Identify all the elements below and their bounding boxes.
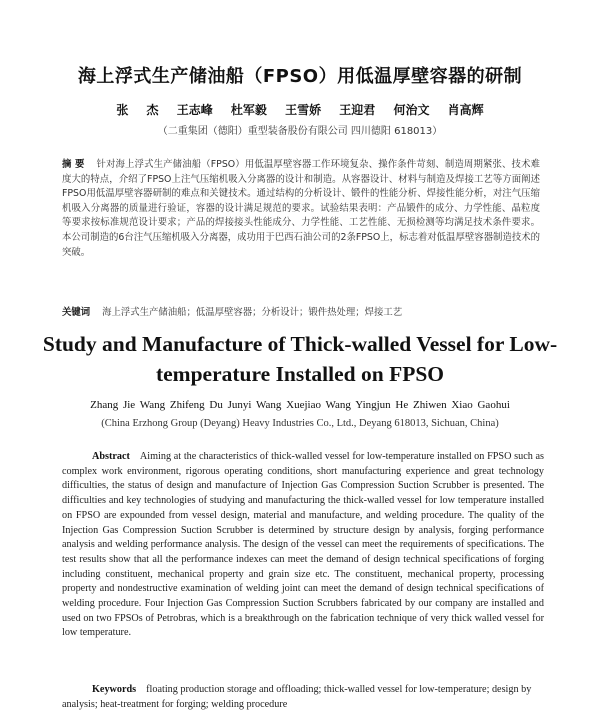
english-abstract [62, 450, 544, 641]
chinese-keywords-text: 海上浮式生产储油船；低温厚壁容器；分析设计；锻件热处理；焊接工艺 [102, 307, 403, 318]
chinese-abstract [62, 158, 540, 260]
chinese-title: 海上浮式生产储油船（FPSO）用低温厚壁容器的研制 [77, 66, 523, 87]
english-authors: Zhang Jie Wang Zhifeng Du Junyi Wang Xuejiao Wang Yingjun He Zhiwen Xiao Gaohui [90, 399, 510, 411]
chinese-authors: 张 杰 王志峰 杜军毅 王雪娇 王迎君 何治文 肖高辉 [116, 103, 484, 117]
chinese-affiliation: （二重集团（德阳）重型装备股份有限公司 四川德阳 618013） [157, 126, 443, 137]
english-title: Study and Manufacture of Thick-walled Vessel for Low-temperature Installed on FPSO [42, 332, 558, 386]
english-keywords [62, 683, 544, 712]
english-abstract-label: Abstract [92, 451, 130, 462]
english-abstract-text: Aiming at the characteristics of thick-walled vessel for low-temperature installed on FPSO such as complex work environment, rigorous operating conditions, short manufacturing experience and great technology difficulties, the status of design and manufacture of Injection Gas Compression Suction Scrubber is presented. The difficulties and key technologies of studying and manufacturing the thick-walled vessel for low temperature installed on FPSO are expounded from vessel design, material and manufacture, and welding procedure. The quality of the Injection Gas Compression Suction Scrubber is determined by structure design by analysis, forging performance analysis and welding performance analysis. The design of the vessel can meet the requirements of specifications. The test results show that all the performance indexes can meet the demand of design technical specifications of forging including constituent, mechanical property and grain size etc. The constituent, mechanical property, processing property and nondestructive examination of welding joint can meet the demand of design technical specifications of welding procedure. Four Injection Gas Compression Suction Scrubbers fabricated by our company are installed and used on two FPSOs of Petrobras, which is a breakthrough on the fabrication technique of very thick walled vessel for low temperature. [62, 451, 544, 639]
english-keywords-text: floating production storage and offloading; thick-walled vessel for low-temperature; design by analysis; heat-treatment for forging; welding procedure [62, 684, 532, 710]
english-keywords-label: Keywords [92, 684, 137, 695]
chinese-keywords [62, 306, 540, 320]
english-affiliation: (China Erzhong Group (Deyang) Heavy Industries Co., Ltd., Deyang 618013, Sichuan, China) [101, 418, 499, 429]
chinese-abstract-text: 针对海上浮式生产储油船（FPSO）用低温厚壁容器工作环境复杂、操作条件苛刻、制造周期紧张、技术难度大的特点，介绍了FPSO上注气压缩机吸入分离器的设计和制造。从容器设计、材料与制造及焊接工艺等方面阐述FPSO用低温厚壁容器研制的难点和关键技术。通过结构的分析设计、锻件的性能分析、焊接性能分析，对注气压缩机吸入分离器的质量进行验证，容器的设计满足规范的要求。试验结果表明：产品锻件的成分、力学性能、晶粒度等要求按标准规范设计要求；产品的焊接接头性能成分、力学性能、工艺性能、无损检测等均满足技术条件要求。本公司制造的6台注气压缩机吸入分离器，成功用于巴西石油公司的2条FPSO上，标志着对低温厚壁容器制造技术的突破。 [62, 159, 540, 258]
chinese-abstract-label: 摘 要 [62, 159, 85, 170]
chinese-keywords-label: 关键词 [62, 307, 91, 318]
